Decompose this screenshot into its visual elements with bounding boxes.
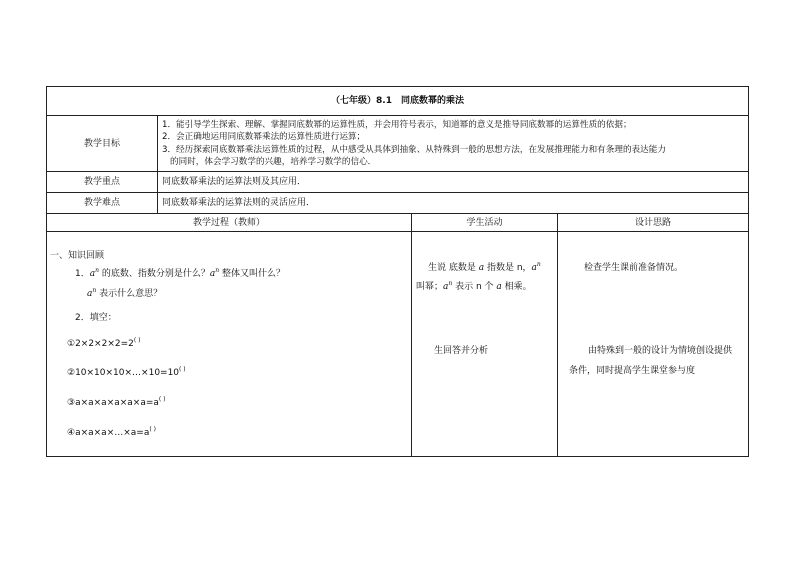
- design-content: [558, 232, 749, 457]
- goal-item: 的同时，体会学习数学的兴趣，培养学习数学的信心．: [170, 157, 377, 167]
- lesson-plan-table: [46, 86, 749, 457]
- process-header: 教学过程（教师）: [47, 214, 412, 232]
- fill-item-1: ①2×2×2×2=2( ): [67, 337, 141, 349]
- lesson-title: （七年级）8.1 同底数幂的乘法: [47, 87, 749, 116]
- section-heading: 一、知识回顾: [50, 251, 105, 261]
- key-point-label: 教学重点: [47, 172, 158, 193]
- goals-label: 教学目标: [47, 116, 158, 172]
- process-content: [47, 232, 412, 457]
- goal-item: 2．会正确地运用同底数幂乘法的运算性质进行运算；: [162, 132, 366, 142]
- activity-content: [412, 232, 558, 457]
- difficulty-content: 同底数幂乘法的运算法则的灵活应用．: [158, 193, 749, 214]
- question-2: 2．填空：: [75, 313, 117, 323]
- design-line-1: 检查学生课前准备情况。: [584, 263, 684, 273]
- goals-content: [158, 116, 749, 172]
- goal-item: 3．经历探索同底数幂乘法运算性质的过程，从中感受从具体到抽象、从特殊到一般的思想方法，在发展推理能力和有条理的表达能力: [162, 144, 666, 155]
- design-header: 设计思路: [558, 214, 749, 232]
- goal-item: 1．能引导学生探索、理解、掌握同底数幂的运算性质，并会用符号表示，知道幂的意义是推导同底数幂的运算性质的依据；: [162, 119, 632, 130]
- difficulty-label: 教学难点: [47, 193, 158, 214]
- activity-line-3: 生回答并分析: [434, 346, 489, 356]
- design-line-3: 条件，同时提高学生课堂参与度: [569, 366, 696, 376]
- fill-item-3: ③a×a×a×a×a×a=a( ): [67, 396, 166, 408]
- question-1: 1．$a^n$ 的底数、指数分别是什么？$a^n$ 整体又叫什么？: [75, 267, 285, 279]
- key-point-content: 同底数幂乘法的运算法则及其应用．: [158, 172, 749, 193]
- question-1b: $a^n$ 表示什么意思？: [87, 287, 163, 299]
- design-line-2: 由特殊到一般的设计为情境创设提供: [588, 346, 733, 356]
- activity-line-1: 生说 底数是 a 指数是 n，$a^n$: [428, 261, 541, 273]
- activity-header: 学生活动: [412, 214, 558, 232]
- fill-item-4: ④a×a×a×…×a=a( ): [67, 426, 156, 438]
- fill-item-2: ②10×10×10×…×10=10( ): [67, 366, 186, 378]
- activity-line-2: 叫幂；$a^n$ 表示 n 个 a 相乘。: [416, 280, 532, 292]
